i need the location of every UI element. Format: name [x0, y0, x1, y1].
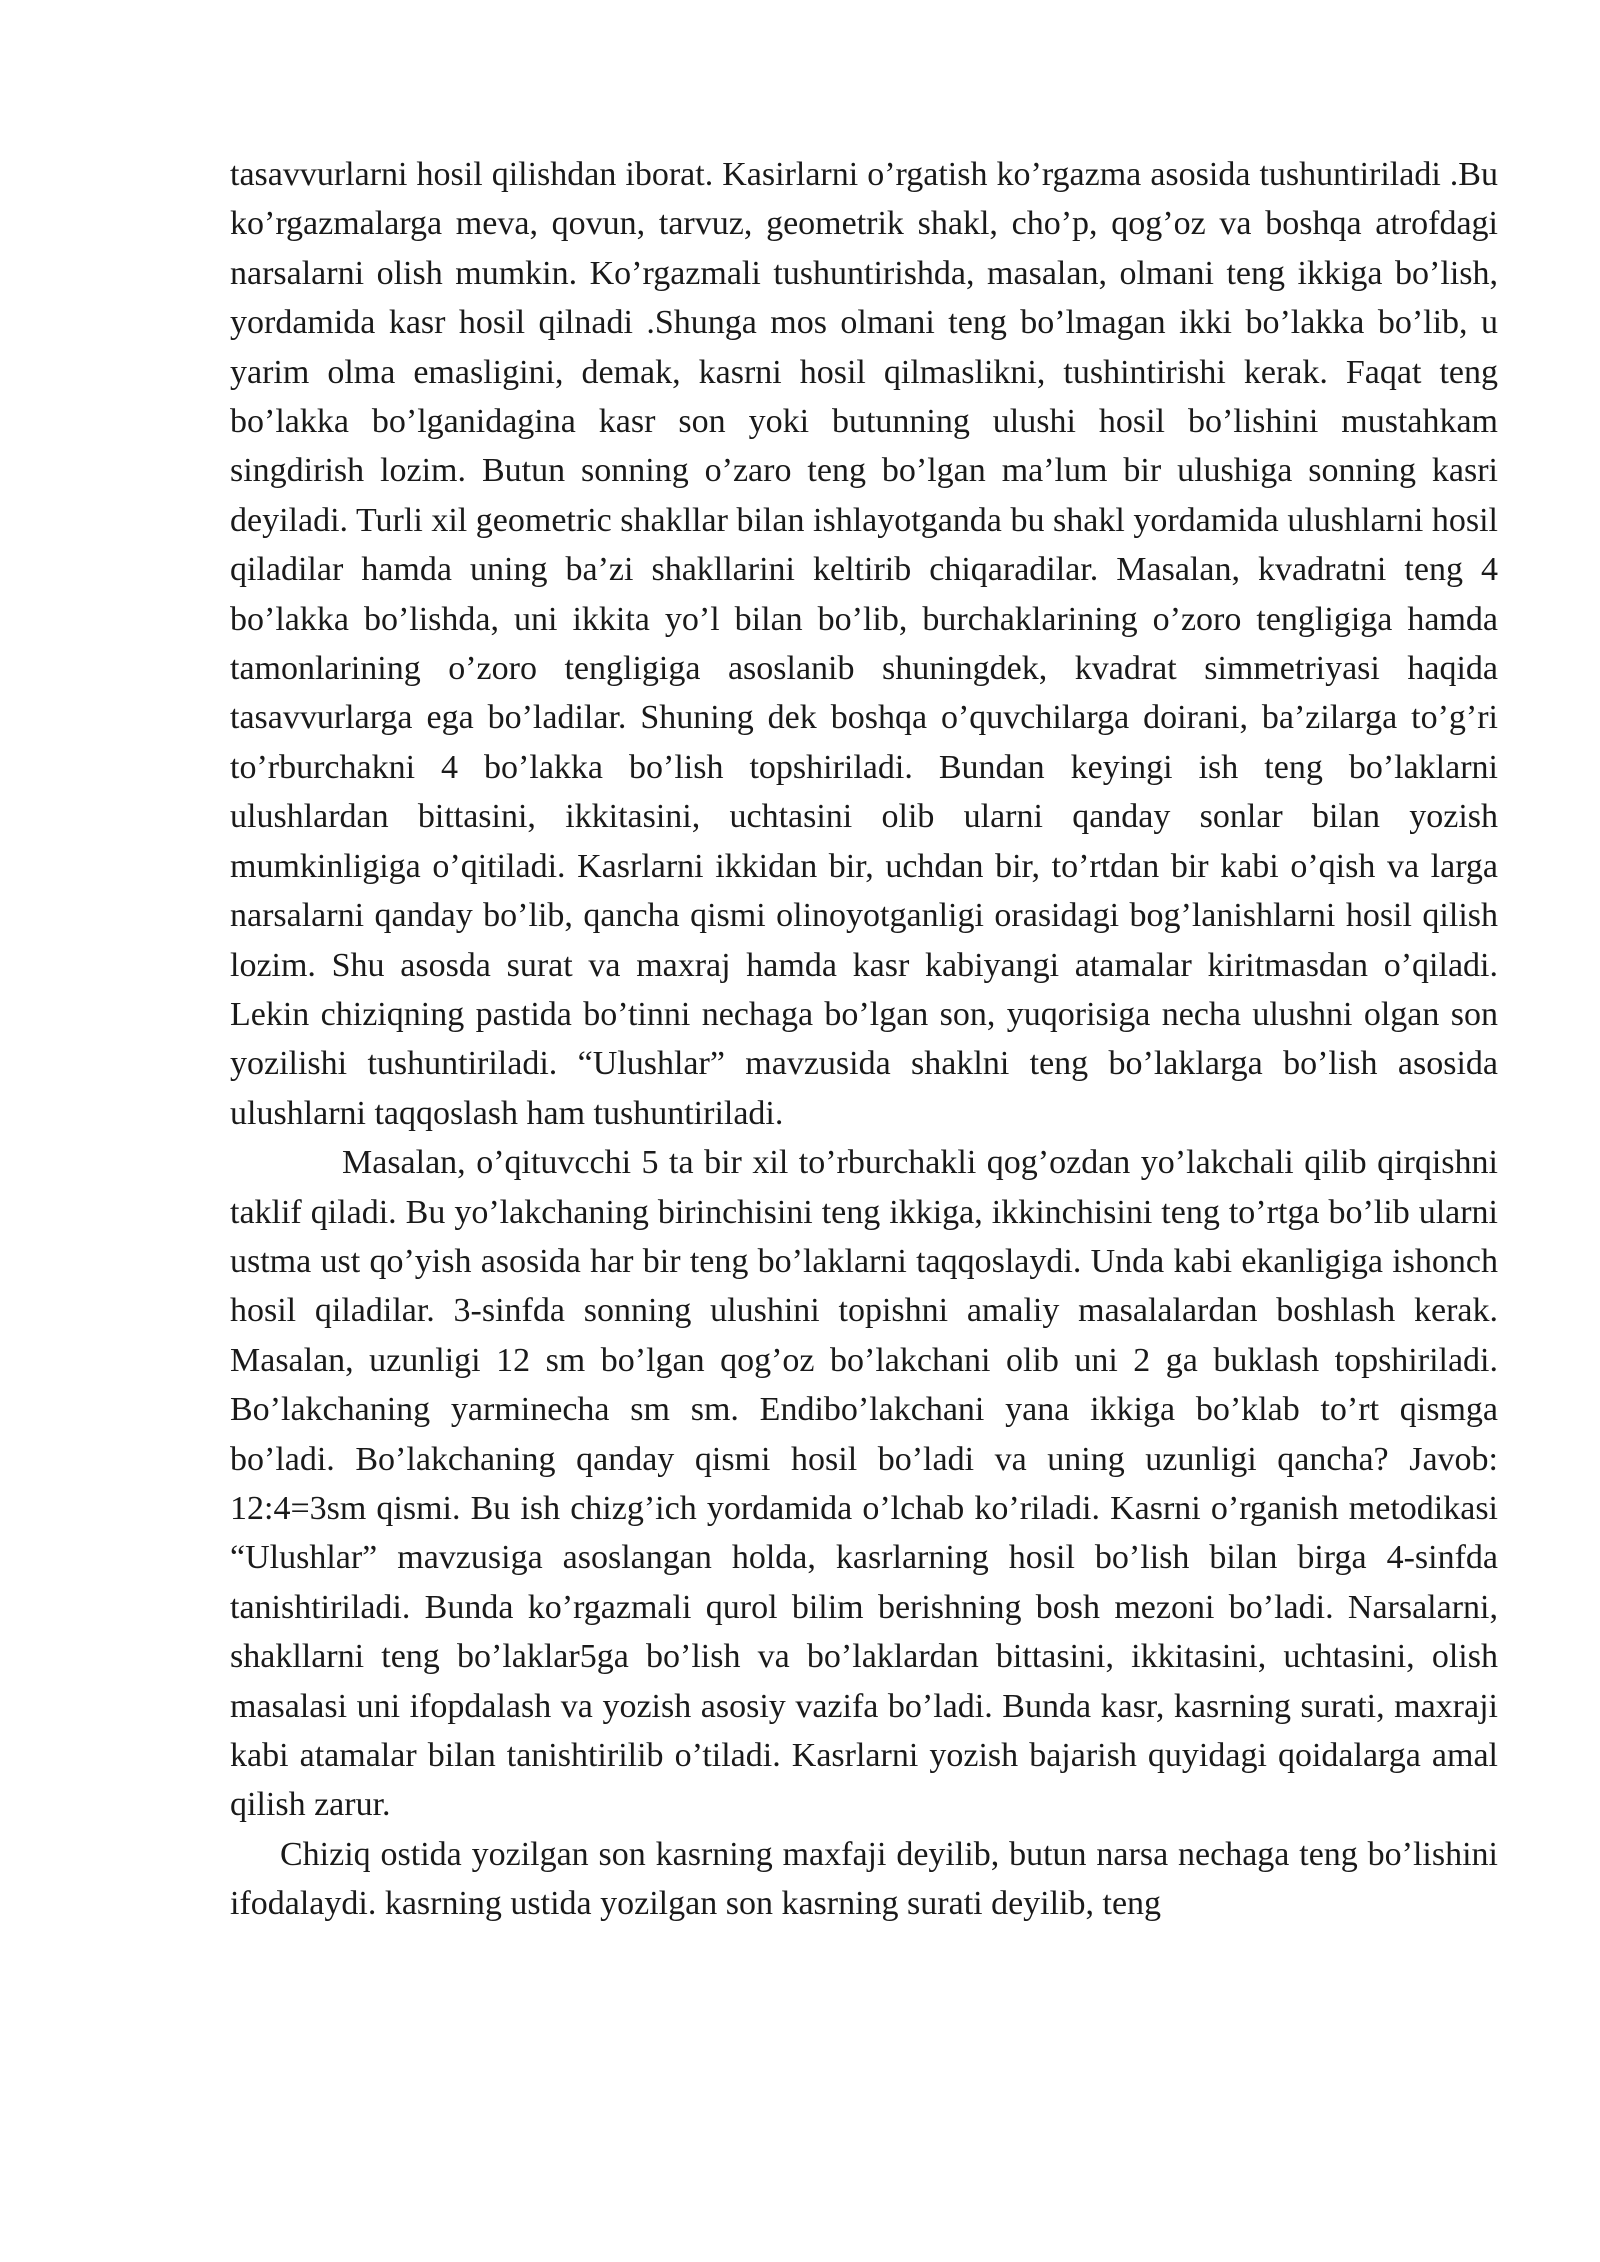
document-page: [230, 150, 1498, 1929]
paragraph-1: tasavvurlarni hosil qilishdan iborat. Kasirlarni o’rgatish ko’rgazma asosida tushuntiriladi .Bu ko’rgazmalarga meva, qovun, tarvuz, geometrik shakl, cho’p, qog’oz va boshqa atrofdagi narsalarni olish mumkin. Ko’rgazmali tushuntirishda, masalan, olmani teng ikkiga bo’lish, yordamida kasr hosil qilnadi .Shunga mos olmani teng bo’lmagan ikki bo’lakka bo’lib, u yarim olma emasligini, demak, kasrni hosil qilmaslikni, tushintirishi kerak. Faqat teng bo’lakka bo’lganidagina kasr son yoki butunning ulushi hosil bo’lishini mustahkam singdirish lozim. Butun sonning o’zaro teng bo’lgan ma’lum bir ulushiga sonning kasri deyiladi. Turli xil geometric shakllar bilan ishlayotganda bu shakl yordamida ulushlarni hosil qiladilar hamda uning ba’zi shakllarini keltirib chiqaradilar. Masalan, kvadratni teng 4 bo’lakka bo’lishda, uni ikkita yo’l bilan bo’lib, burchaklarining o’zoro tengligiga hamda tamonlarining o’zoro tengligiga asoslanib shuningdek, kvadrat simmetriyasi haqida tasavvurlarga ega bo’ladilar. Shuning dek boshqa o’quvchilarga doirani, ba’zilarga to’g’ri to’rburchakni 4 bo’lakka bo’lish topshiriladi. Bundan keyingi ish teng bo’laklarni ulushlardan bittasini, ikkitasini, uchtasini olib ularni qanday sonlar bilan yozish mumkinligiga o’qitiladi. Kasrlarni ikkidan bir, uchdan bir, to’rtdan bir kabi o’qish va larga narsalarni qanday bo’lib, qancha qismi olinoyotganligi orasidagi bog’lanishlarni hosil qilish lozim. Shu asosda surat va maxraj hamda kasr kabiyangi atamalar kiritmasdan o’qiladi. Lekin chiziqning pastida bo’tinni nechaga bo’lgan son, yuqorisiga necha ulushni olgan son yozilishi tushuntiriladi. “Ulushlar” mavzusida shaklni teng bo’laklarga bo’lish asosida ulushlarni taqqoslash ham tushuntiriladi.: [230, 156, 1498, 1132]
paragraph-3: Chiziq ostida yozilgan son kasrning maxfaji deyilib, butun narsa nechaga teng bo’lishini ifodalaydi. kasrning ustida yozilgan son kasrning surati deyilib, teng: [230, 1835, 1498, 1923]
paragraph-2: Masalan, o’qituvcchi 5 ta bir xil to’rburchakli qog’ozdan yo’lakchali qilib qirqishni taklif qiladi. Bu yo’lakchaning birinchisini teng ikkiga, ikkinchisini teng to’rtga bo’lib ularni ustma ust qo’yish asosida har bir teng bo’laklarni taqqoslaydi. Unda kabi ekanligiga ishonch hosil qiladilar. 3-sinfda sonning ulushini topishni amaliy masalalardan boshlash kerak. Masalan, uzunligi 12 sm bo’lgan qog’oz bo’lakchani olib uni 2 ga buklash topshiriladi. Bo’lakchaning yarminecha sm sm. Endibo’lakchani yana ikkiga bo’klab to’rt qismga bo’ladi. Bo’lakchaning qanday qismi hosil bo’ladi va uning uzunligi qancha? Javob: 12:4=3sm qismi. Bu ish chizg’ich yordamida o’lchab ko’riladi. Kasrni o’rganish metodikasi “Ulushlar” mavzusiga asoslangan holda, kasrlarning hosil bo’lish bilan birga 4-sinfda tanishtiriladi. Bunda ko’rgazmali qurol bilim berishning bosh mezoni bo’ladi. Narsalarni, shakllarni teng bo’laklar5ga bo’lish va bo’laklardan bittasini, ikkitasini, uchtasini, olish masalasi uni ifopdalash va yozish asosiy vazifa bo’ladi. Bunda kasr, kasrning surati, maxraji kabi atamalar bilan tanishtirilib o’tiladi. Kasrlarni yozish bajarish quyidagi qoidalarga amal qilish zarur.: [230, 1144, 1498, 1824]
